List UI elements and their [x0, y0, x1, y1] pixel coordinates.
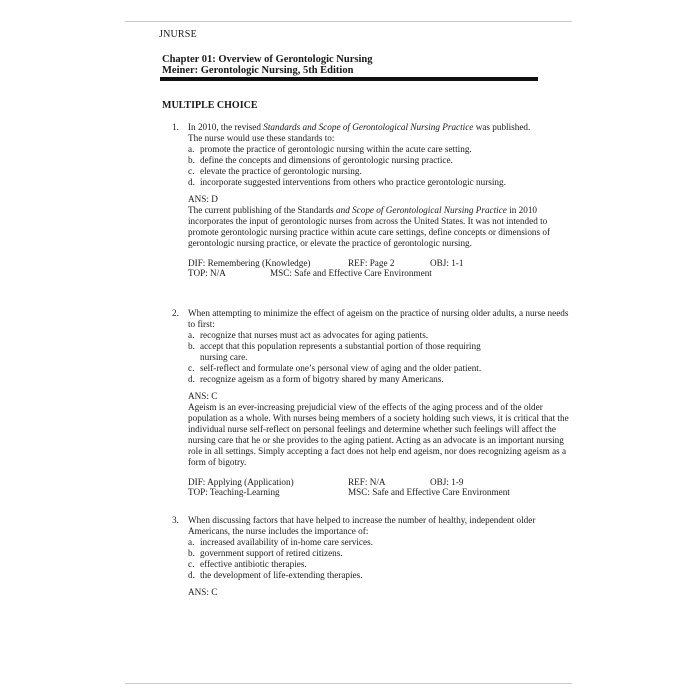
book-title: Meiner: Gerontologic Nursing, 5th Edition	[162, 65, 354, 76]
answer-line: ANS: C	[188, 587, 218, 597]
question-stem: In 2010, the revised Standards and Scope of Gerontological Nursing Practice was published. The nurse would use these standards to:	[188, 122, 531, 143]
rationale: The current publishing of the Standards and Scope of Gerontological Nursing Practice in 2010 incorporates the input of gerontologic nurses from across the United States. It was not intended to promote gerontologic nursing practice within acute care settings, define concepts or dimensions of gerontologic nursing practice, or elevate the practice of gerontologic nursing.	[188, 205, 551, 248]
question-stem: When attempting to minimize the effect of ageism on the practice of nursing older adults, a nurse needs to first:	[188, 308, 569, 329]
option-c: c. elevate the practice of gerontologic nursing.	[188, 166, 362, 176]
option-d: d. recognize ageism as a form of bigotry shared by many Americans.	[188, 374, 444, 384]
question-stem: When discussing factors that have helped to increase the number of healthy, independent older Americans, the nurse includes the importance of:	[188, 515, 536, 536]
meta-dif: DIF: Applying (Application)	[188, 477, 294, 487]
meta-obj: OBJ: 1-9	[430, 477, 464, 487]
bottom-divider	[125, 683, 572, 684]
option-a: a. promote the practice of gerontologic nursing within the acute care setting.	[188, 144, 472, 154]
question-number: 2.	[172, 308, 179, 318]
option-c: c. self-reflect and formulate one’s personal view of aging and the older patient.	[188, 363, 482, 373]
option-d: d. incorporate suggested interventions from others who practice gerontologic nursing.	[188, 177, 506, 187]
option-d: d. the development of life-extending therapies.	[188, 570, 363, 580]
meta-top: TOP: Teaching-Learning	[188, 487, 280, 497]
rationale: Ageism is an ever-increasing prejudicial view of the effects of the aging process and of the older population as a whole. With nurses being members of a society holding such views, it is critical that the individual nurse self-reflect on personal feelings and determine whether such feelings will affect the nursing care that he or she provides to the aging patient. Acting as an advocate is an important nursing role in all settings. Simply accepting a fact does not help end ageism, nor does recognizing ageism as a form of bigotry.	[188, 402, 569, 467]
title-underline-bar	[160, 77, 538, 81]
meta-ref: REF: Page 2	[348, 258, 395, 268]
option-a: a. recognize that nurses must act as advocates for aging patients.	[188, 330, 429, 340]
meta-top: TOP: N/A	[188, 268, 226, 278]
option-a: a. increased availability of in-home care services.	[188, 537, 373, 547]
meta-dif: DIF: Remembering (Knowledge)	[188, 258, 311, 268]
option-b: b. define the concepts and dimensions of gerontologic nursing practice.	[188, 155, 453, 165]
option-c: c. effective antibiotic therapies.	[188, 559, 307, 569]
chapter-title: Chapter 01: Overview of Gerontologic Nursing	[162, 54, 373, 65]
meta-msc: MSC: Safe and Effective Care Environment	[348, 487, 510, 497]
section-heading: MULTIPLE CHOICE	[162, 100, 258, 111]
meta-msc: MSC: Safe and Effective Care Environment	[270, 268, 432, 278]
question-meta	[188, 258, 572, 280]
header-watermark: JNURSE	[159, 29, 197, 40]
answer-line: ANS: D	[188, 194, 218, 204]
title-block	[162, 54, 372, 76]
question-number: 3.	[172, 515, 179, 525]
meta-ref: REF: N/A	[348, 477, 386, 487]
option-b: b. government support of retired citizens.	[188, 548, 343, 558]
option-b: b. accept that this population represents a substantial portion of those requiring nursing care.	[188, 341, 481, 362]
meta-obj: OBJ: 1-1	[430, 258, 464, 268]
question-3	[162, 515, 572, 598]
question-1	[162, 122, 572, 280]
question-meta	[188, 477, 572, 499]
question-number: 1.	[172, 122, 179, 132]
top-divider	[125, 21, 572, 22]
answer-line: ANS: C	[188, 391, 218, 401]
question-2	[162, 308, 572, 499]
